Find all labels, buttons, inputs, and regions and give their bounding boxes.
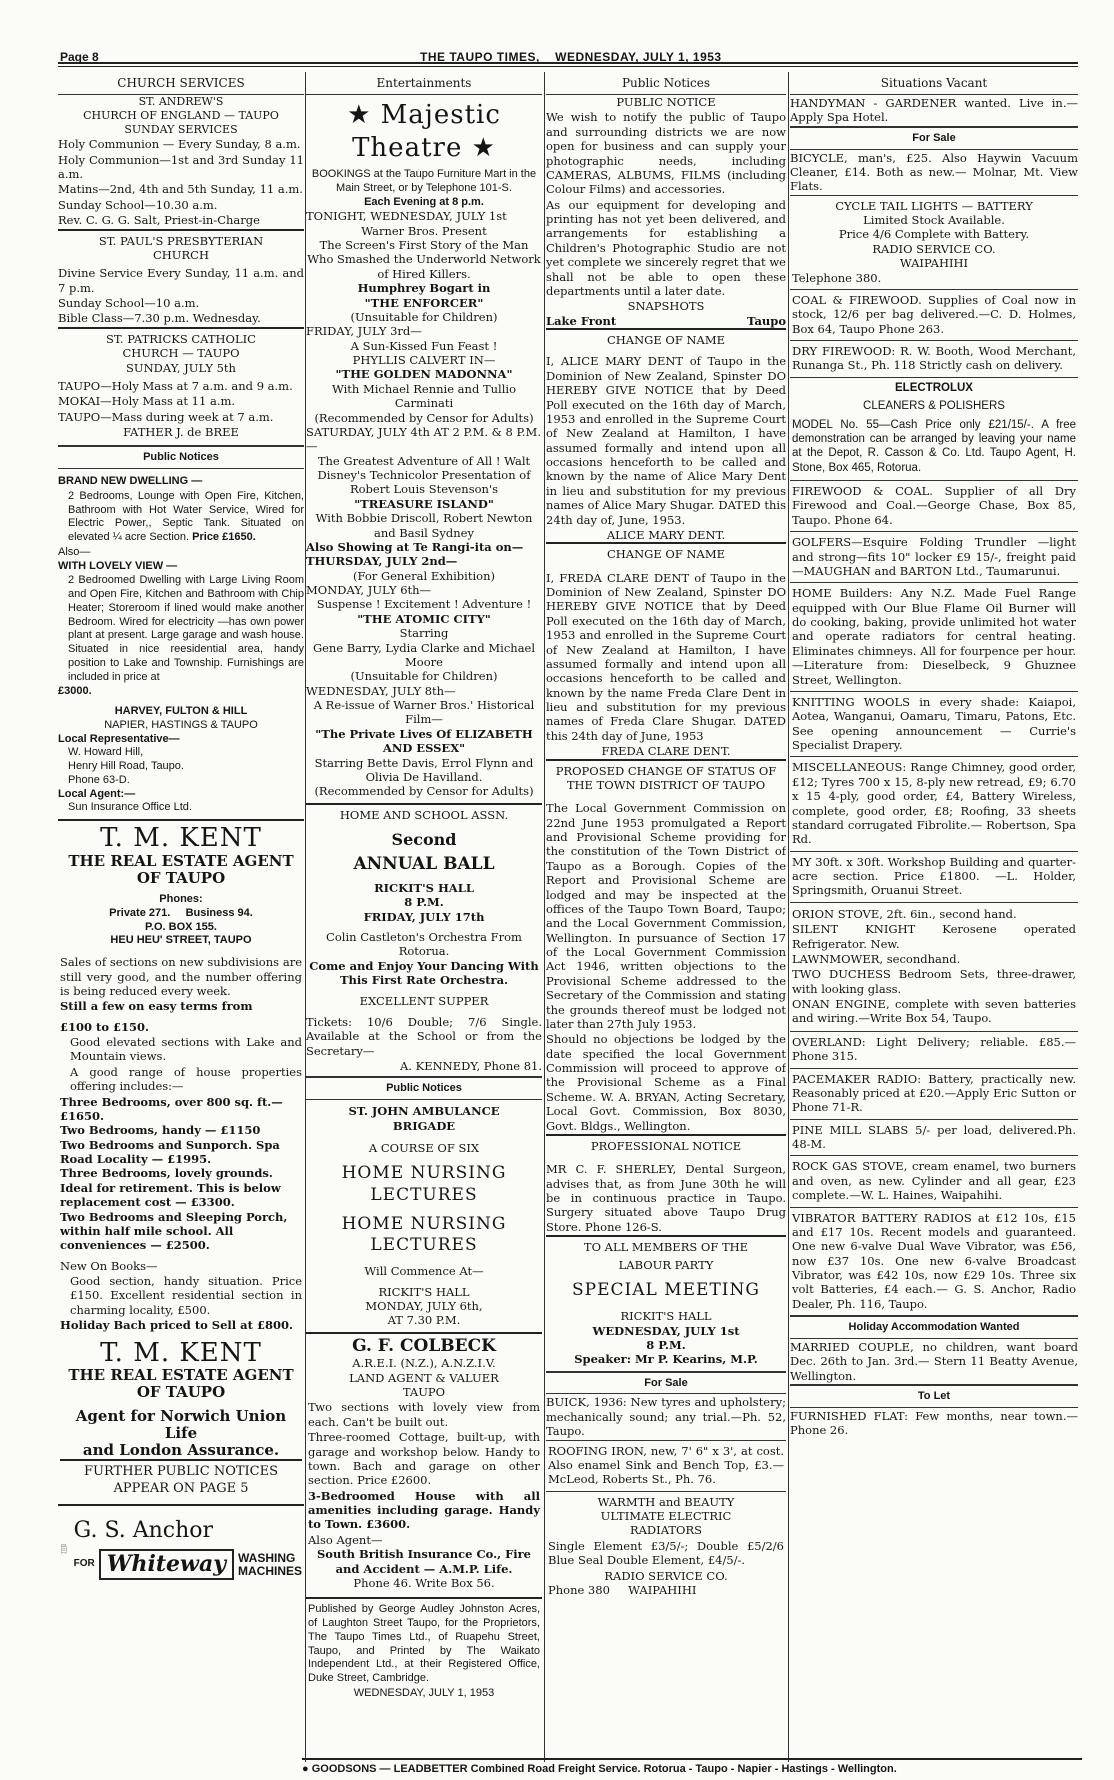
firewood-coal-ad: FIREWOOD & COAL. Supplier of all Dry Firewood and Coal.—George Chase, Box 85, Taupo. Phone 64. (790, 480, 1078, 530)
anchor-washing-ad: G. S. Anchor FOR Whiteway WASHING MACHINES (58, 1504, 304, 1592)
film-line: The Greatest Adventure of All ! Walt Disney's Technicolor Presentation of Robert Louis Stevenson's (317, 453, 531, 497)
lake-front-row: Lake Front Taupo (546, 313, 786, 328)
ambulance-subtitle: BRIGADE (392, 1118, 456, 1133)
lecture-date: MONDAY, JULY 6th, (365, 1299, 483, 1314)
public-notice-title: PUBLIC NOTICE (616, 95, 716, 109)
film-line: A Sun-Kissed Fun Feast ! (350, 338, 498, 353)
ball-contact: A. KENNEDY, Phone 81. (400, 1059, 542, 1074)
film-line: TONIGHT, WEDNESDAY, JULY 1st (306, 209, 507, 224)
will-commence: Will Commence At— (364, 1264, 484, 1279)
holiday-accommodation-heading: Holiday Accommodation Wanted (790, 1315, 1078, 1339)
ball-orchestra: Colin Castleton's Orchestra From Rotorua. (326, 930, 522, 959)
column-entertainments (306, 72, 542, 1772)
film-line: (Unsuitable for Children) (350, 309, 498, 324)
film-line: "THE ATOMIC CITY" (357, 611, 491, 626)
lecture-hall: RICKIT'S HALL (378, 1284, 470, 1299)
situations-vacant-heading: Situations Vacant (790, 72, 1078, 95)
film-line: FRIDAY, JULY 3rd— (306, 324, 422, 339)
film-listings (306, 209, 542, 798)
film-line: "TREASURE ISLAND" (354, 496, 494, 511)
married-couple-ad: MARRIED COUPLE, no children, want board Dec. 26th to Jan. 3rd.— Stern 11 Beatty Avenue, Wellington. (790, 1339, 1078, 1383)
freight-footer: ● GOODSONS — LEADBETTER Combined Road Freight Service. Rotorua - Taupo - Napier - Hastings - Wellington. (302, 1758, 1082, 1777)
dwelling-ad: BRAND NEW DWELLING — 2 Bedrooms, Lounge with Open Fire, Kitchen, Bathroom with Hot Water Service, Wired for Electric Power,, Septic Tank. Situated on elevated ¼ acre Section. Price £1650. Also— WITH LOVELY VIEW — 2 Bedroomed Dwelling with Large Living Room and Open Fire, Kitchen and Bathroom with Chip Heater; Storeroom if lined would make another Bedroom. Wired for electricity —has own power plant at present. Large garage and wash house. Situated in nice reesidential area, handy position to Lake and Township. Furnishings are included in price at £3000. HARVEY, FULTON & HILL NAPIER, HASTINGS & TAUPO Local Representative— W. Howard Hill, Henry Hill Road, Taupo. Phone 63-D. Local Agent:— Sun Insurance Office Ltd. (58, 475, 304, 814)
ball-tickets: Tickets: 10/6 Double; 7/6 Single. Available at the School or from the Secretary— (306, 1014, 542, 1058)
coal-ad: COAL & FIREWOOD. Supplies of Coal now in stock, 12/6 per bag delivered.—C. D. Holmes, Box 64, Taupo Phone 263. (790, 289, 1078, 339)
film-line: Suspense ! Excitement ! Adventure ! (316, 597, 532, 612)
ball-time: 8 P.M. (404, 895, 444, 910)
pine-slabs-ad: PINE MILL SLABS 5/- per load, delivered.Ph. 48-M. (790, 1119, 1078, 1155)
vibrator-radios-ad: VIBRATOR BATTERY RADIOS at £12 10s, £15 and £17 10s. Recent models and guaranteed. One new 6-valve Dual Wave Vibrator, was £56, now £37 10s. One new 6-valve Broadcast Vibrator, was £42 10s, now £29 10s. Three six volt Batteries, £4 each.— G. S. Anchor, Radio Dealer, Ph. 116, Taupo. (790, 1207, 1078, 1315)
snapshots: SNAPSHOTS (627, 299, 705, 314)
public-notices-heading: Public Notices (58, 445, 304, 469)
special-meeting: SPECIAL MEETING (572, 1279, 760, 1300)
ambulance-title: ST. JOHN AMBULANCE (348, 1104, 500, 1119)
column-public-notices (546, 72, 786, 1772)
overland-ad: OVERLAND: Light Delivery; reliable. £85.—Phone 315. (790, 1031, 1078, 1067)
st-pauls-title: ST. PAUL'S PRESBYTERIAN CHURCH (58, 229, 304, 266)
each-evening: Each Evening at 8 p.m. (364, 195, 484, 208)
radiators-ad: WARMTH and BEAUTY ULTIMATE ELECTRIC RADIATORS Single Element £3/5/-; Double £5/2/6 Blue Seal Double Element, £4/5/-. RADIO SERVICE CO. Phone 380 WAIPAHIHI (546, 1491, 786, 1601)
change-of-name-2-signature: FREDA CLARE DENT. (601, 744, 731, 759)
meeting-speaker: Speaker: Mr P. Kearins, M.P. (574, 1352, 758, 1367)
course-of-six: A COURSE OF SIX (368, 1140, 480, 1155)
colbeck-ad: G. F. COLBECK A.R.E.I. (N.Z.), A.N.Z.I.V. LAND AGENT & VALUER TAUPO Two sections with lovely view from each. Can't be built out. Three-roomed Cottage, built-up, with garage and workshop below. Handy to town. Bach and garage on other section. Price £2600. 3-Bedroomed House with all amenities including garage. Handy to Town. £3600. Also Agent— South British Insurance Co., Fire and Accident — A.M.P. Life. Phone 46. Write Box 56. (306, 1332, 542, 1594)
film-line: (Unsuitable for Children) (350, 669, 498, 684)
film-line: Starring (399, 626, 449, 641)
film-line: With Bobbie Driscoll, Robert Newton and Basil Sydney (315, 511, 533, 540)
st-patricks-title: ST. PATRICKS CATHOLIC CHURCH — TAUPO SUNDAY, JULY 5th (58, 327, 304, 378)
status-change-title: PROPOSED CHANGE OF STATUS OF THE TOWN DISTRICT OF TAUPO (546, 759, 786, 796)
church-services-heading: CHURCH SERVICES (58, 72, 304, 95)
st-andrews-subtitle: CHURCH OF ENGLAND — TAUPO (83, 108, 279, 122)
film-line: SATURDAY, JULY 4th AT 2 P.M. & 8 P.M. — (306, 424, 541, 454)
change-of-name-2-title: CHANGE OF NAME (546, 542, 786, 564)
public-notice-text-2: As our equipment for developing and printing has not yet been delivered, and arrangements for establishing a Children's Photographic Studio are not yet complete we sincerely regret that we shall not be able to open these departments until a later date. (546, 197, 786, 298)
change-of-name-1-text: I, ALICE MARY DENT of Taupo in the Dominion of New Zealand, Spinster DO HEREBY GIVE NOTICE that by Deed Poll executed on the 16th day of March, 1953 and enrolled in the Supreme Court of New Zealand at Hamilton, I have assumed formally and intend upon all occasions henceforth to be called and known by the name of Alice Mary Dent in lieu and substitution for my previous names of Alice Mary Shugar. DATED this 24th day of, June, 1953. (546, 354, 786, 527)
for-sale-heading: For Sale (546, 1371, 786, 1395)
miscellaneous-ad: MISCELLANEOUS: Range Chimney, good order, £12; Tyres 700 x 15, 8-ply new retread, £9; 6.70 x 15 4-ply, good order, £4, Battery Wireless, complete, good order, £8; Roofing, 33 sheets standard corrugated Fibrolite.— Robertson, Spa Rd. (790, 756, 1078, 849)
professional-notice-text: MR C. F. SHERLEY, Dental Surgeon, advises that, as from June 30th he will be in continuous practice in Taupo. Surgery situated above Taupo Drug Store. Phone 126-S. (546, 1162, 786, 1234)
film-line: Humphrey Bogart in (357, 281, 491, 296)
film-line: Also Showing at Te Rangi-ita on— THURSDAY, JULY 2nd— (306, 539, 524, 569)
household-items-ad: ORION STOVE, 2ft. 6in., second hand. SILENT KNIGHT Kerosene operated Refrigerator. New. LAWNMOWER, secondhand. TWO DUCHESS Bedroom Sets, three-drawer, with looking glass. ONAN ENGINE, complete with seven batteries and wiring.—Write Box 54, Taupo. (790, 902, 1078, 1030)
public-notices-heading-2: Public Notices (306, 1076, 542, 1100)
page-number: Page 8 (60, 50, 99, 64)
rock-gas-ad: ROCK GAS STOVE, cream enamel, two burners and oven, as new. Cylinder and all gear, £23 complete.—W. L. Haines, Waipahihi. (790, 1155, 1078, 1205)
film-line: MONDAY, JULY 6th— (306, 583, 432, 597)
status-change-text-1: The Local Government Commission on 22nd June 1953 promulgated a Report and Provisional Scheme providing for the constitution of the Town District of Taupo as a Borough. Copies of the Report and Provisional Scheme are lodged and may be inspected at the offices of the Taupo Town Board, Taupo; and the Local Government Commission, Wellington. In pursuance of Section 17 of the Local Government Commission Act 1946, written objections to the Provisional Scheme addressed to the Secretary of the Commission and stating the grounds thereof must be lodged not later than 27th July 1953. (546, 801, 786, 1031)
sunday-services: SUNDAY SERVICES (124, 122, 238, 136)
st-patricks-lines: TAUPO—Holy Mass at 7 a.m. and 9 a.m. MOKAI—Holy Mass at 11 a.m. TAUPO—Mass during week at 7 a.m. FATHER J. de BREE (58, 378, 293, 439)
handyman-ad: HANDYMAN - GARDENER wanted. Live in.—Apply Spa Hotel. (790, 96, 1078, 125)
ball-hall: RICKIT'S HALL (374, 880, 474, 895)
film-line: "THE GOLDEN MADONNA" (335, 367, 513, 382)
meeting-time: 8 P.M. (646, 1337, 686, 1352)
film-line: PHYLLIS CALVERT IN— (352, 353, 496, 367)
column-classifieds (790, 72, 1078, 1772)
labour-title: TO ALL MEMBERS OF THE (546, 1235, 786, 1257)
golfers-ad: GOLFERS—Esquire Folding Trundler —light and strong—fits 10" locker £9 15/-, freight paid—MAUGHAN and BARTON Ltd., Taumarunui. (790, 531, 1078, 581)
public-notice-text-1: We wish to notify the public of Taupo and surrounding districts we are now open for business and can supply your photographic needs, including CAMERAS, ALBUMS, FILMS (including Colour Films) and accessories. (546, 110, 786, 197)
film-line: (For General Exhibition) (353, 568, 495, 583)
roofing-ad: ROOFING IRON, new, 7' 6" x 3', at cost. Also enamel Sink and Bench Top, £3.—McLeod, Roberts St., Ph. 76. (546, 1440, 786, 1490)
washing-machine-icon (60, 1509, 68, 1589)
for-sale-heading-2: For Sale (790, 126, 1078, 150)
cycle-lights-ad: CYCLE TAIL LIGHTS — BATTERY Limited Stock Available. Price 4/6 Complete with Battery. RADIO SERVICE CO. WAIPAHIHI Telephone 380. (790, 195, 1078, 288)
bookings-info: BOOKINGS at the Taupo Furniture Mart in the Main Street, or by Telephone 101-S. (311, 168, 537, 194)
furnished-flat-ad: FURNISHED FLAT: Few months, near town.—Phone 26. (790, 1408, 1078, 1438)
annual-ball-title: ANNUAL BALL (353, 854, 495, 875)
nursing-lectures-2: HOME NURSING LECTURES (341, 1213, 507, 1256)
column-church-realestate (58, 72, 304, 1772)
nursing-lectures-1: HOME NURSING LECTURES (341, 1163, 507, 1205)
film-line: A Re-issue of Warner Bros.' Historical Film— (313, 698, 535, 727)
to-let-heading: To Let (790, 1384, 1078, 1408)
masthead (42, 8, 1080, 64)
kent-ad: T. M. KENT THE REAL ESTATE AGENT OF TAUPO Phones: Private 271. Business 94. P.O. BOX 155. HEU HEU' STREET, TAUPO Sales of sections on new subdivisions are still very good, and the number offering is being reduced every week. Still a few on easy terms from £100 to £150. Good elevated sections with Lake and Mountain views. A good range of house properties offering includes:— Three Bedrooms, over 800 sq. ft.— £1650. Two Bedrooms, handy — £1150 Two Bedrooms and Sunporch. Spa Road Locality — £1995. Three Bedrooms, lovely grounds. Ideal for retirement. This is below replacement cost — £3300. Two Bedrooms and Sleeping Porch, within half mile school. All conveniences — £2500. New On Books— Good section, handy situation. Price £150. Excellent residential section in charming locality, £500. Holiday Bach priced to Sell at £800. T. M. KENT THE REAL ESTATE AGENT OF TAUPO Agent for Norwich Union Life and London Assurance. FURTHER PUBLIC NOTICES APPEAR ON PAGE 5 (58, 819, 304, 1500)
bicycle-ad: BICYCLE, man's, £25. Also Haywin Vacuum Cleaner, £14. Both as new.— Molnar, Mt. View Flats. (790, 150, 1078, 194)
buick-ad: BUICK, 1936: New tyres and upholstery; mechanically sound; any trial.—Ph. 52, Taupo. (546, 1395, 786, 1439)
status-change-text-2: Should no objections be lodged by the date specified the local Government Commission will proceed to approve of the Provisional Scheme as a Final Scheme. W. A. BRYAN, Acting Secretary, Local Govt. Commission, Box 8030, Govt. Bldgs., Wellington. (546, 1032, 786, 1133)
ball-come: Come and Enjoy Your Dancing With This First Rate Orchestra. (309, 958, 539, 988)
published-by: Published by George Audley Johnston Acres, of Laughton Street Taupo, for the Proprietors, The Taupo Times Ltd., of Ruapehu Street, Taupo, and Printed by The Waikato Independent Ltd., at their Registered Office, Duke Street, Cambridge. WEDNESDAY, JULY 1, 1953 (306, 1597, 542, 1703)
film-line: (Recommended by Censor for Adults) (314, 784, 534, 799)
home-builders-ad: HOME Builders: Any N.Z. Made Fuel Range equipped with Our Blue Flame Oil Burner will do cooking, baking, provide unlimited hot water and operate radiators for central heating. Eliminates chimneys. All for fourpence per hour.—Literature from: Dieselbeck, 9 Ghuznee Street, Wellington. (790, 582, 1078, 690)
film-line: "THE ENFORCER" (364, 295, 484, 310)
change-of-name-1-title: CHANGE OF NAME (546, 328, 786, 350)
film-line: "The Private Lives Of ELIZABETH AND ESSEX" (315, 726, 533, 756)
professional-notice-title: PROFESSIONAL NOTICE (546, 1134, 786, 1156)
majestic-theatre-title: ★ Majestic Theatre ★ (347, 100, 501, 163)
entertainments-heading: Entertainments (306, 72, 542, 95)
meeting-hall: RICKIT'S HALL (620, 1309, 712, 1324)
film-line: WEDNESDAY, JULY 8th— (306, 683, 456, 698)
st-andrews-lines: Holy Communion — Every Sunday, 8 a.m. Holy Communion—1st and 3rd Sunday 11 a.m. Matins—2nd, 4th and 5th Sunday, 11 a.m. Sunday School—10.30 a.m. Rev. C. G. G. Salt, Priest-in-Charge (58, 137, 304, 228)
film-line: Warner Bros. Present (361, 223, 487, 238)
electrolux-ad: ELECTROLUX CLEANERS & POLISHERS MODEL No. 55—Cash Price only £21/15/-. A free demonstration can be arranged by leaving your name at the Depot, R. Casson & Co. Ltd. Taupo Agent, H. Stone, Box 465, Rotorua. (790, 377, 1078, 479)
dry-firewood-ad: DRY FIREWOOD: R. W. Booth, Wood Merchant, Runanga St., Ph. 118 Strictly cash on delivery. (790, 340, 1078, 376)
knitting-ad: KNITTING WOOLS in every shade: Kaiapoi, Aotea, Wanganui, Oamaru, Timaru, Patons, Etc. See opening announcement — Currie's Specialist Drapery. (790, 691, 1078, 756)
ball-supper: EXCELLENT SUPPER (359, 993, 489, 1008)
st-andrews-title: ST. ANDREW'S (138, 95, 224, 108)
workshop-ad: MY 30ft. x 30ft. Workshop Building and quarter-acre section. Price £1800. —L. Holder, Springsmith, Oruanui Street. (790, 851, 1078, 901)
newspaper-title: THE TAUPO TIMES, WEDNESDAY, JULY 1, 1953 (420, 50, 722, 64)
public-notices-heading-3: Public Notices (546, 72, 786, 95)
film-line: (Recommended by Censor for Adults) (314, 410, 534, 425)
film-line: Gene Barry, Lydia Clarke and Michael Moore (312, 640, 536, 669)
ball-date: FRIDAY, JULY 17th (363, 909, 485, 924)
film-line: With Michael Rennie and Tullio Carminati (331, 381, 516, 411)
labour-subtitle: LABOUR PARTY (618, 1257, 714, 1272)
lecture-time: AT 7.30 P.M. (387, 1313, 461, 1328)
film-line: Starring Bette Davis, Errol Flynn and Olivia De Havilland. (314, 755, 534, 784)
film-line: The Screen's First Story of the Man Who Smashed the Underworld Network of Hired Killers. (307, 238, 541, 281)
st-pauls-lines: Divine Service Every Sunday, 11 a.m. and 7 p.m. Sunday School—10 a.m. Bible Class—7.30 p.m. Wednesday. (58, 266, 304, 326)
change-of-name-1-signature: ALICE MARY DENT. (606, 527, 726, 542)
change-of-name-2-text: I, FREDA CLARE DENT of Taupo in the Dominion of New Zealand, Spinster DO HEREBY GIVE NOTICE that by Deed Poll executed on the 16th day of March, 1953 and enrolled in the Supreme Court of New Zealand at Hamilton, I have assumed formally and intend upon all occasions henceforth to be called and known by the name Freda Clare Dent in lieu and substitution for my previous names of Freda Clare Shugar. DATED this 24th day of June, 1953 (546, 570, 786, 743)
second-label: Second (391, 830, 457, 849)
home-school-heading: HOME AND SCHOOL ASSN. (306, 803, 542, 825)
meeting-date: WEDNESDAY, JULY 1st (592, 1323, 740, 1338)
pacemaker-ad: PACEMAKER RADIO: Battery, practically new. Reasonably priced at £20.—Apply Eric Sutton or Phone 71-R. (790, 1068, 1078, 1118)
